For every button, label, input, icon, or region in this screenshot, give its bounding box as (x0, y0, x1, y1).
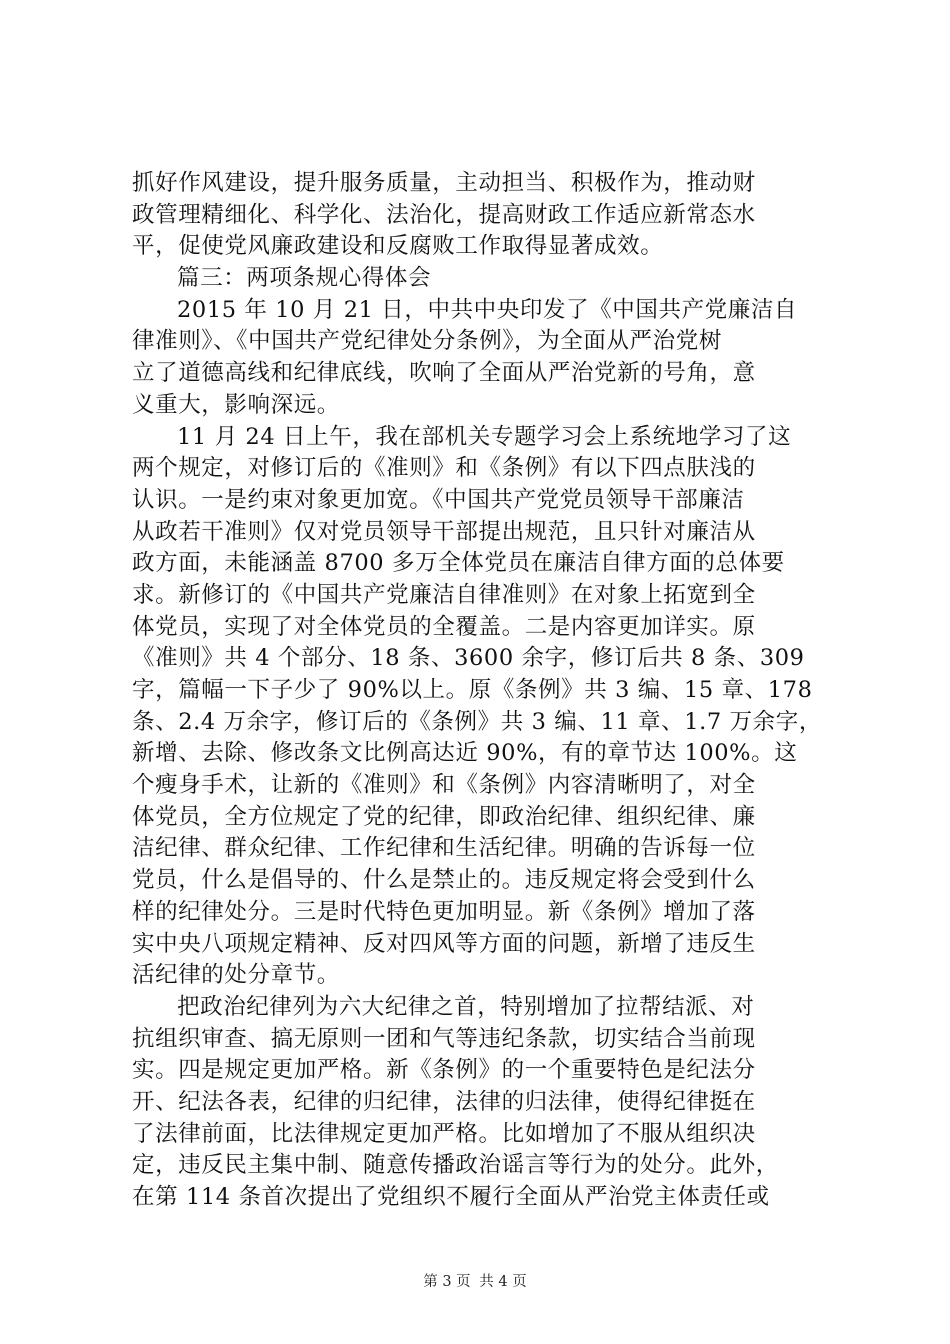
text-line: 活纪律的处分章节。 (132, 962, 340, 989)
text-line: 认识。一是约束对象更加宽。《中国共产党党员领导干部廉洁 (132, 486, 745, 513)
text-line: 抗组织审查、搞无原则一团和气等违纪条款，切实结合当前现 (132, 1025, 756, 1052)
text-line: 新增、去除、修改条文比例高达近 90%，有的章节达 100%。这 (132, 740, 798, 767)
text-line: 在第 114 条首次提出了党组织不履行全面从严治党主体责任或 (132, 1184, 770, 1210)
text-line: 义重大，影响深远。 (132, 391, 340, 418)
text-line: 体党员，实现了对全体党员的全覆盖。二是内容更加详实。原 (132, 613, 756, 640)
text-line: 了法律前面，比法律规定更加严格。比如增加了不服从组织决 (132, 1120, 756, 1147)
text-line: 求。新修订的《中国共产党廉洁自律准则》在对象上拓宽到全 (132, 581, 756, 608)
text-line: 两个规定，对修订后的《准则》和《条例》有以下四点肤浅的 (132, 455, 756, 482)
text-line: 洁纪律、群众纪律、工作纪律和生活纪律。明确的告诉每一位 (132, 835, 756, 862)
text-line: 政方面，未能涵盖 8700 多万全体党员在廉洁自律方面的总体要 (132, 550, 785, 577)
page-footer (0, 1270, 950, 1291)
text-line: 律准则》、《中国共产党纪律处分条例》，为全面从严治党树 (132, 328, 722, 355)
text-line: 样的纪律处分。三是时代特色更加明显。新《条例》增加了落 (132, 898, 756, 925)
document-body (132, 168, 832, 1214)
text-line: 实中央八项规定精神、反对四风等方面的问题，新增了违反生 (132, 930, 756, 957)
section-heading: 篇三：两项条规心得体会 (177, 265, 432, 292)
text-line: 2015 年 10 月 21 日，中共中央印发了《中国共产党廉洁自 (177, 296, 798, 323)
page-total: 共 4 页 (479, 1274, 527, 1290)
text-line: 个瘦身手术，让新的《准则》和《条例》内容清晰明了，对全 (132, 772, 756, 799)
text-line: 体党员，全方位规定了党的纪律，即政治纪律、组织纪律、廉 (132, 803, 756, 830)
text-line: 党员，什么是倡导的、什么是禁止的。违反规定将会受到什么 (132, 867, 756, 894)
text-line: 定，违反民主集中制、随意传播政治谣言等行为的处分。此外， (132, 1152, 779, 1179)
text-line: 条、2.4 万余字，修订后的《条例》共 3 编、11 章、1.7 万余字， (132, 708, 822, 735)
text-line: 抓好作风建设，提升服务质量，主动担当、积极作为，推动财 (132, 170, 756, 196)
text-line: 开、纪法各表，纪律的归纪律，法律的归法律，使得纪律挺在 (132, 1088, 756, 1115)
page-number: 第 3 页 (423, 1274, 471, 1290)
text-line: 从政若干准则》仅对党员领导干部提出规范，且只针对廉洁从 (132, 518, 756, 545)
text-line: 平，促使党风廉政建设和反腐败工作取得显著成效。 (132, 233, 664, 260)
text-line: 11 月 24 日上午，我在部机关专题学习会上系统地学习了这 (177, 423, 792, 450)
text-line: 《准则》共 4 个部分、18 条、3600 余字，修订后共 8 条、309 (132, 645, 805, 672)
text-line: 实。四是规定更加严格。新《条例》的一个重要特色是纪法分 (132, 1057, 756, 1084)
text-line: 字，篇幅一下子少了 90%以上。原《条例》共 3 编、15 章、178 (132, 677, 813, 703)
text-line: 立了道德高线和纪律底线，吹响了全面从严治党新的号角，意 (132, 360, 756, 387)
text-line: 政管理精细化、科学化、法治化，提高财政工作适应新常态水 (132, 201, 756, 228)
text-line: 把政治纪律列为六大纪律之首，特别增加了拉帮结派、对 (177, 993, 755, 1020)
